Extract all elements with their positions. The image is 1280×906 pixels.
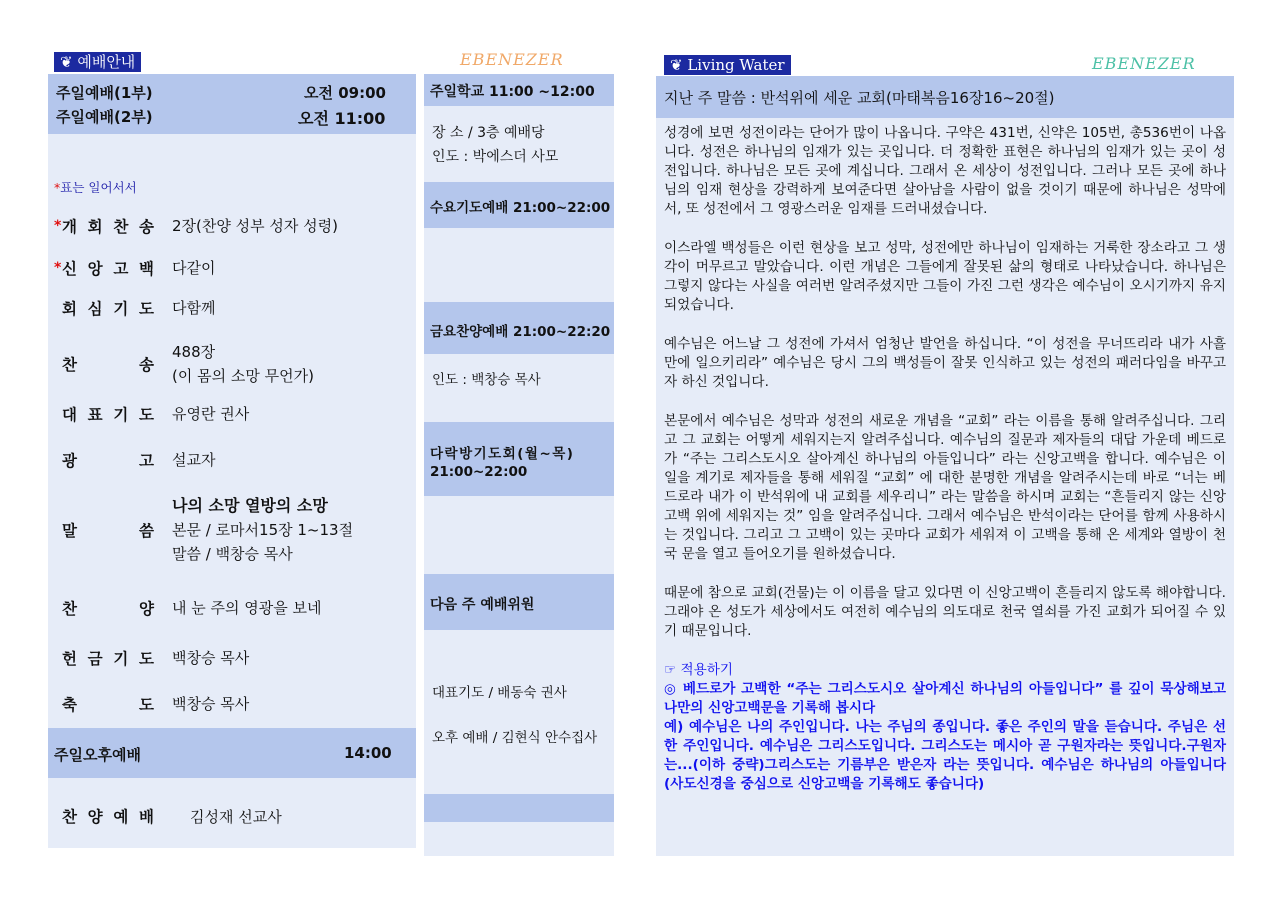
order-value-line: 488장 (172, 343, 216, 361)
order-label (62, 647, 154, 669)
next-week-afternoon: 오후 예배 / 김현식 안수집사 (432, 730, 598, 746)
wednesday-prayer-band (424, 182, 614, 228)
order-label-char: 찬 (113, 218, 129, 236)
order-value-line: 내 눈 주의 영광을 보네 (172, 599, 322, 617)
afternoon-service-time: 14:00 (344, 744, 392, 762)
order-row (54, 340, 314, 388)
service2-time: 오전 11:00 (298, 109, 386, 128)
service-times-band (48, 74, 416, 134)
order-value (172, 494, 353, 566)
standing-mark: * (54, 218, 62, 234)
application-body: ◎ 베드로가 고백한 “주는 그리스도시오 살아계신 하나님의 아들입니다” 를 깊이 묵상해보고 나만의 신앙고백문을 기록해 봅시다 (664, 681, 1226, 716)
sunday-school-leader: 인도 : 박에스더 사모 (432, 149, 559, 165)
afternoon-service-name: 주일오후예배 (54, 746, 141, 764)
service2-name: 주일예배(2부) (56, 108, 153, 126)
order-value-line: 다같이 (172, 259, 216, 277)
worship-order-panel (48, 74, 416, 848)
order-row (54, 296, 215, 320)
order-value-line: 본문 / 로마서15장 1~13절 (172, 521, 354, 539)
sermon-paragraph: 때문에 참으로 교회(건물)는 이 이름을 달고 있다면 이 신앙고백이 흔들리지 않도록 해야합니다. 그래야 온 성도가 세상에서도 여전히 예수님의 의도대로 천국 열쇠를 가진 교회가 되어질 수 있기 때문입니다. (664, 585, 1226, 639)
order-label-char: 고 (113, 260, 129, 278)
order-label (62, 693, 154, 715)
order-row (54, 646, 249, 670)
praise-label-char: 배 (139, 808, 154, 826)
order-label (62, 257, 154, 279)
order-label (62, 519, 154, 541)
order-label-char: 개 (62, 218, 77, 236)
order-value-line: 백창승 목사 (172, 649, 250, 667)
friday-praise-band (424, 302, 614, 354)
sunday-school-band (424, 74, 614, 106)
order-row (54, 214, 338, 238)
order-row (54, 256, 215, 280)
sermon-paragraph: 본문에서 예수님은 성막과 성전의 새로운 개념을 “교회” 라는 이름을 통해 알려주십니다. 그리고 그 교회는 어떻게 세워지는지 알려주십니다. 예수님의 질문과 제자들의 대답 가운데 베드로가 “주는 그리스도시오 살아계신 하나님의 아들입니다” 라는 신앙고백을 합니다. 예수님은 이 일을 계기로 제자들을 통해 세워질 “교회” 에 대한 분명한 개념을 알려주시는데 바로 “너는 베드로라 내가 이 반석위에 내 교회를 세우리니” 라는 말씀을 하시며 교회는 “흔들리지 않는 신앙고백 위에 세워지는 것” 임을 알려주십니다. 그래서 예수님은 반석이라는 단어를 함께 사용하시는 것입니다. 그리고 그 고백이 있는 곳마다 교회가 세워져 이 고백을 통해 온 세계와 열방이 천국 문을 열고 들어오기를 원하셨습니다. (664, 413, 1226, 562)
sermon-paragraph: 예수님은 어느날 그 성전에 가셔서 엄청난 발언을 하십니다. “이 성전을 무너뜨리라 내가 사흘만에 일으키리라” 예수님은 당시 그의 백성들이 잘못 인식하고 있는 성전의 패러다임을 바꾸고자 하신 것입니다. (664, 336, 1226, 390)
order-value-line: 다함께 (172, 299, 216, 317)
friday-praise-title: 금요찬양예배 21:00~22:20 (430, 324, 611, 340)
sermon-title: 지난 주 말씀 : 반석위에 세운 교회(마태복음16장16~20절) (664, 89, 1055, 107)
standing-mark: * (54, 260, 62, 276)
order-value (172, 340, 314, 388)
next-week-band (424, 574, 614, 630)
order-label (62, 215, 154, 237)
order-value (172, 256, 215, 280)
sermon-body (664, 124, 1226, 794)
order-value (172, 402, 249, 426)
afternoon-service-band (48, 728, 416, 778)
order-label-char: 기 (113, 300, 129, 318)
order-value-line: 유영란 권사 (172, 405, 250, 423)
order-label-char: 도 (139, 406, 154, 424)
order-label-char: 금 (87, 650, 103, 668)
order-label-char: 대 (62, 406, 77, 424)
stand-note-mark: * (54, 180, 61, 195)
praise-label-char: 찬 (62, 808, 77, 826)
attic-prayer-title: 다락방기도회(월~목) (430, 446, 575, 462)
order-label-char: 말 (62, 522, 77, 540)
order-label-char: 씀 (139, 522, 154, 540)
order-value-line: (이 몸의 소망 무언가) (172, 367, 314, 385)
order-value-line: 나의 소망 열방의 소망 (172, 496, 328, 515)
praise-service-row (62, 805, 282, 827)
praise-label-char: 예 (113, 808, 129, 826)
order-label-char: 앙 (87, 260, 103, 278)
order-label-char: 신 (62, 260, 77, 278)
application-title: ☞ 적용하기 (664, 662, 734, 678)
order-label-char: 기 (113, 650, 129, 668)
sermon-paragraph: 이스라엘 백성들은 이런 현상을 보고 성막, 성전에만 하나님이 임재하는 거룩한 장소라고 그 생각이 머무르고 말았습니다. 이런 개념은 그들에게 잘못된 삶의 형태로 나타났습니다. 하나님은 그렇지 않다는 사실을 여러번 알려주셨지만 그들이 가진 그런 생각은 예수님이 오시기까지 유지되었습니다. (664, 240, 1226, 313)
sermon-panel (656, 76, 1234, 856)
praise-service-label (62, 805, 154, 827)
order-value-line: 말씀 / 백창승 목사 (172, 545, 293, 563)
order-label (62, 297, 154, 319)
attic-prayer-time: 21:00~22:00 (430, 464, 528, 480)
order-label-char: 회 (62, 300, 77, 318)
service1-time: 오전 09:00 (304, 84, 386, 102)
order-label-char: 고 (139, 452, 154, 470)
order-label-char: 양 (139, 600, 154, 618)
sunday-school-place: 장 소 / 3층 예배당 (432, 125, 545, 141)
order-row (54, 448, 215, 472)
order-value (172, 296, 215, 320)
order-row (54, 692, 249, 716)
order-label (62, 597, 154, 619)
ebenezer-heading-right: EBENEZER (1092, 54, 1196, 73)
praise-service-value: 김성재 선교사 (190, 807, 282, 826)
order-row (54, 596, 321, 620)
order-value (172, 214, 338, 238)
order-value (172, 596, 321, 620)
empty-band (424, 794, 614, 822)
wednesday-prayer-title: 수요기도예배 21:00~22:00 (430, 200, 611, 216)
order-label-char: 도 (139, 650, 154, 668)
order-label-char: 백 (139, 260, 154, 278)
order-label (62, 403, 154, 425)
order-label-char: 찬 (62, 600, 77, 618)
application-example: 예) 예수님은 나의 주인입니다. 나는 주님의 종입니다. 좋은 주인의 말을 듣습니다. 주님은 선한 주인입니다. 예수님은 그리스도입니다. 그리스도는 메시아 곧 구원자라는 뜻입니다.구원자는...(이하 중략)그리스도는 기름부은 받은자 라는 뜻입니다. 예수님은 하나님의 아들입니다(사도신경을 중심으로 신앙고백을 기록해도 좋습니다) (664, 719, 1226, 792)
order-label-char: 심 (87, 300, 103, 318)
order-value (172, 646, 249, 670)
section-tag-worship-info: ❦ 예배안내 (54, 52, 141, 72)
sermon-title-band (656, 76, 1234, 118)
section-tag-living-water: ❦ Living Water (664, 55, 791, 75)
praise-label-char: 양 (87, 808, 103, 826)
next-week-title: 다음 주 예배위원 (430, 597, 535, 613)
order-label-char: 기 (113, 406, 129, 424)
attic-prayer-band (424, 422, 614, 496)
service1-name: 주일예배(1부) (56, 84, 153, 102)
order-row (54, 402, 249, 426)
order-label (62, 353, 154, 375)
sunday-school-title: 주일학교 11:00 ~12:00 (430, 84, 595, 100)
order-label-char: 송 (139, 218, 154, 236)
order-label-char: 축 (62, 696, 77, 714)
order-label-char: 송 (139, 356, 154, 374)
application-section (664, 661, 1226, 794)
order-value-line: 설교자 (172, 451, 216, 469)
order-label-char: 헌 (62, 650, 77, 668)
order-value (172, 692, 249, 716)
order-label-char: 광 (62, 452, 77, 470)
stand-note (54, 178, 137, 196)
order-label-char: 도 (139, 696, 154, 714)
order-label (62, 449, 154, 471)
order-value-line: 2장(찬양 성부 성자 성령) (172, 217, 338, 235)
friday-praise-leader: 인도 : 백창승 목사 (432, 372, 541, 388)
ebenezer-heading-left: EBENEZER (460, 50, 564, 69)
order-label-char: 표 (87, 406, 103, 424)
next-week-prayer: 대표기도 / 배동숙 권사 (432, 685, 567, 701)
order-label-char: 찬 (62, 356, 77, 374)
sermon-paragraph: 성경에 보면 성전이라는 단어가 많이 나옵니다. 구약은 431번, 신약은 105번, 총536번이 나옵니다. 성전은 하나님의 임재가 있는 곳입니다. 더 정확한 표현은 하나님의 임재가 있는 곳이 성전입니다. 하나님은 모든 곳에 계십니다. 그래서 온 세상이 성전입니다. 그러나 모든 곳에 하나님의 임재 현상을 강력하게 보여준다면 살아남을 사람이 없을 것이기 때문에 하나님은 성막에서, 또 성전에서 그 영광스러운 임재를 드러내셨습니다. (664, 125, 1226, 217)
order-value-line: 백창승 목사 (172, 695, 250, 713)
order-label-char: 도 (139, 300, 154, 318)
order-row (54, 494, 353, 566)
weekly-meetings-panel (424, 74, 614, 856)
stand-note-text: 표는 일어서서 (60, 180, 137, 195)
order-label-char: 회 (87, 218, 103, 236)
order-value (172, 448, 215, 472)
